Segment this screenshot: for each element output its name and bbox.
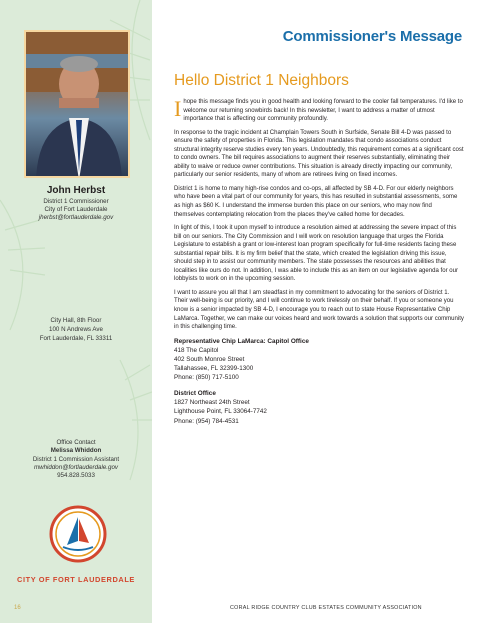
paragraph-1	[174, 98, 464, 124]
page-title: Commissioner's Message	[282, 28, 462, 45]
office-contact-title: District 1 Commission Assistant	[32, 456, 120, 463]
capitol-office-line-3: Tallahassee, FL 32399-1300	[174, 364, 254, 372]
office-contact-email[interactable]: mwhiddon@fortlauderdale.gov	[33, 464, 119, 471]
office-contact-label: Office Contact	[56, 439, 96, 446]
paragraph-3: District 1 is home to many high-rise condos and co-ops, all affected by SB 4-D. For our elderly neighbors who have been a vital part of our community for years, this has resulted in substantial assessments, some as high as $60 K. I understand the immense burden this place on our seniors, who may now find themselves contemplating relocation from the places they've called home for decades.	[174, 185, 458, 218]
commissioner-city: City of Fort Lauderdale	[44, 206, 108, 213]
city-logo-icon	[49, 505, 107, 563]
paragraph-4: In light of this, I took it upon myself to introduce a resolution aimed at addressing the severe impact of this bill on our seniors. The City Commission and I will work on resolution language that urges the Florida Legislature to establish a grant or low-interest loan program specifically for full-time residents facing these substantial repair bills. It is my firm belief that the state, which created the legislation driving this issue, should step in to assist our community members. The state possesses the resources and abilities that localities like ours do not. In addition, I was able to include this as an item on our legislative agenda for our lobbyists to work on in the upcoming session.	[174, 225, 459, 283]
page-number: 16	[14, 605, 21, 611]
capitol-office-title: Representative Chip LaMarca: Capitol Office	[174, 337, 309, 345]
address-line-3: Fort Lauderdale, FL 33311	[39, 335, 113, 342]
district-office-line-1: 1827 Northeast 24th Street	[174, 399, 250, 407]
city-name: CITY OF FORT LAUDERDALE	[17, 575, 135, 584]
capitol-office-line-2: 402 South Monroe Street	[174, 355, 245, 363]
office-contact-phone: 954.828.5033	[57, 472, 95, 479]
portrait-photo	[24, 30, 130, 178]
paragraph-5: I want to assure you all that I am steadfast in my commitment to advocating for the seniors of District 1. Their well-being is our priority, and I will continue to work tirelessly on their behalf. If you or someone you know is a senior impacted by SB 4-D, I encourage you to reach out to state House Representative Chip LaMarca. Together, we can make our voices heard and work towards a solution that supports our community in this challenging time.	[174, 289, 464, 331]
paragraph-1-text: hope this message finds you in good health and looking forward to the cooler fall temperatures. I'd like to welcome our returning snowbirds back! In this newsletter, I want to address a matter of utmost importance that is affecting our community profoundly.	[183, 99, 463, 123]
commissioner-title: District 1 Commissioner	[43, 198, 109, 205]
paragraph-2: In response to the tragic incident at Champlain Towers South in Surfside, Senate Bill 4-D was passed to ensure the safety of properties in Florida. This legislation mandates that condo associations conduct structural integrity reserve studies every ten years. Undoubtedly, this requirement comes at a significant cost to condo owners. The bill requires associations to augment their reserves substantially, eliminating their ability to waive or reduce owner contributions. This situation is already directly impacting our community, particularly our senior residents, many of whom are retirees living on fixed incomes.	[174, 129, 464, 179]
address-line-1: City Hall, 8th Floor	[50, 317, 102, 324]
commissioner-email[interactable]: jherbst@fortlauderdale.gov	[38, 214, 114, 221]
sidebar	[0, 0, 152, 623]
capitol-office-line-1: 418 The Capitol	[174, 346, 219, 354]
office-contact-name: Melissa Whiddon	[50, 447, 102, 454]
commissioner-name: John Herbst	[46, 185, 106, 196]
address-line-2: 100 N Andrews Ave	[49, 326, 103, 333]
district-office-title: District Office	[174, 390, 216, 398]
greeting-heading: Hello District 1 Neighbors	[174, 72, 349, 89]
portrait-figure	[26, 32, 130, 178]
footer-association-name: CORAL RIDGE COUNTRY CLUB ESTATES COMMUNITY ASSOCIATION	[230, 605, 422, 611]
dropcap: I	[174, 96, 182, 121]
district-office-phone: Phone: (954) 784-4531	[174, 417, 239, 425]
capitol-office-phone: Phone: (850) 717-5100	[174, 374, 239, 382]
district-office-line-2: Lighthouse Point, FL 33064-7742	[174, 408, 267, 416]
letter-body	[174, 98, 464, 426]
